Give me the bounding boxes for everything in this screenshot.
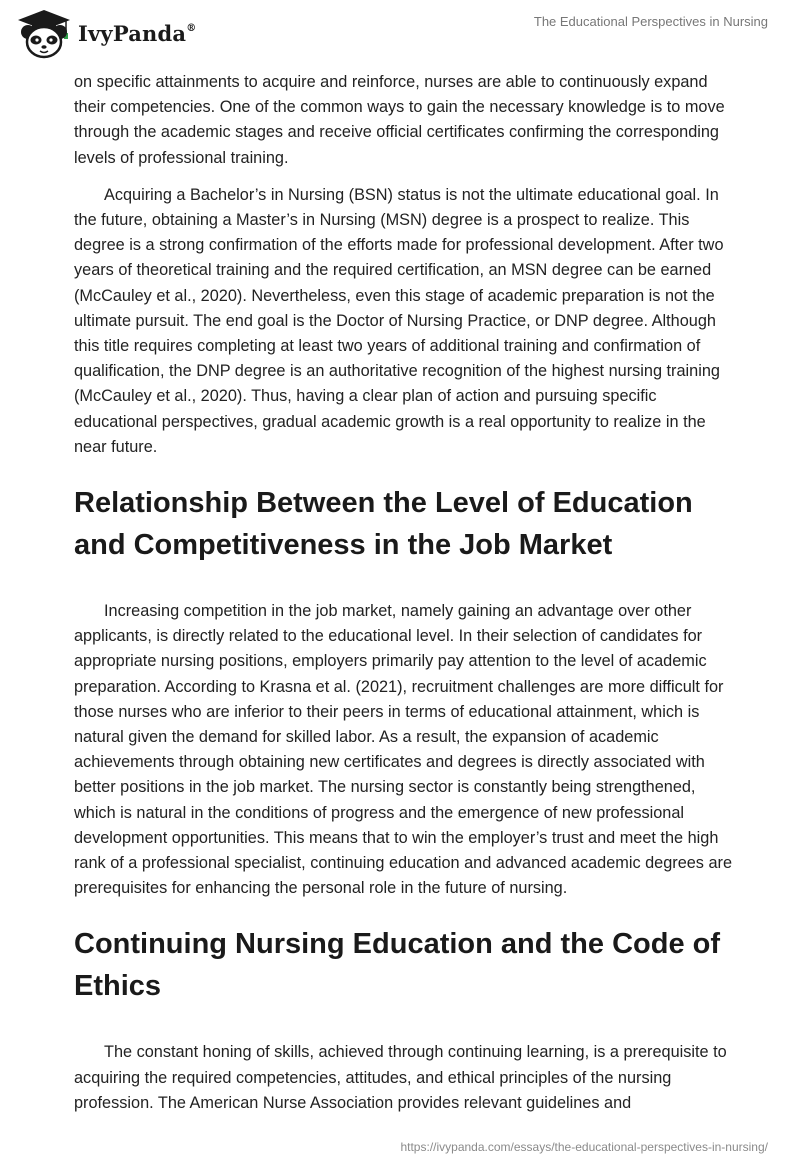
essay-body <box>74 70 734 1128</box>
section-heading: Relationship Between the Level of Education and Competitiveness in the Job Market <box>74 487 693 562</box>
paragraph: Increasing competition in the job market, namely gaining an advantage over other applicants, is directly related to the educational level. In their selection of candidates for appropriate nursing positions, employers primarily pay attention to the level of academic preparation. According to Krasna et al. (2021), recruitment challenges are more difficult for those nurses who are inferior to their peers in terms of educational attainment, which is natural given the demand for skilled labor. As a result, the expansion of academic achievements through obtaining new certificates and degrees is directly associated with better positions in the job market. The nursing sector is constantly being strengthened, which is natural in the conditions of progress and the emergence of new professional development opportunities. This means that to win the employer’s trust and meet the high rank of a professional specialist, continuing education and advanced academic degrees are prerequisites for enhancing the personal role in the future of nursing. <box>74 602 732 898</box>
source-url[interactable]: https://ivypanda.com/essays/the-educational-perspectives-in-nursing/ <box>400 1140 768 1154</box>
paragraph: on specific attainments to acquire and reinforce, nurses are able to continuously expand their competencies. One of the common ways to gain the necessary knowledge is to move through the academic stages and receive official certificates confirming the corresponding levels of professional training. <box>74 73 725 167</box>
brand-name: IvyPanda <box>78 21 187 46</box>
panda-graduate-icon[interactable] <box>14 8 74 60</box>
section-heading: Continuing Nursing Education and the Code of Ethics <box>74 928 721 1003</box>
registered-mark: ® <box>186 23 197 34</box>
page-header <box>0 0 800 70</box>
document-title: The Educational Perspectives in Nursing <box>533 14 768 29</box>
brand-logo-text[interactable] <box>78 21 196 46</box>
paragraph: Acquiring a Bachelor’s in Nursing (BSN) status is not the ultimate educational goal. In the future, obtaining a Master’s in Nursing (MSN) degree is a prospect to realize. This degree is a strong confirmation of the efforts made for professional development. After two years of theoretical training and the required certification, an MSN degree can be earned (McCauley et al., 2020). Nevertheless, even this stage of academic preparation is not the ultimate pursuit. The end goal is the Doctor of Nursing Practice, or DNP degree. Although this title requires completing at least two years of additional training and confirmation of qualification, the DNP degree is an authoritative recognition of the highest nursing training (McCauley et al., 2020). Thus, having a clear plan of action and pursuing specific educational perspectives, gradual academic growth is a real opportunity to realize in the near future. <box>74 185 724 456</box>
paragraph: The constant honing of skills, achieved through continuing learning, is a prerequisite to acquiring the required competencies, attitudes, and ethical principles of the nursing profession. The American Nurse Association provides relevant guidelines and <box>74 1043 727 1112</box>
